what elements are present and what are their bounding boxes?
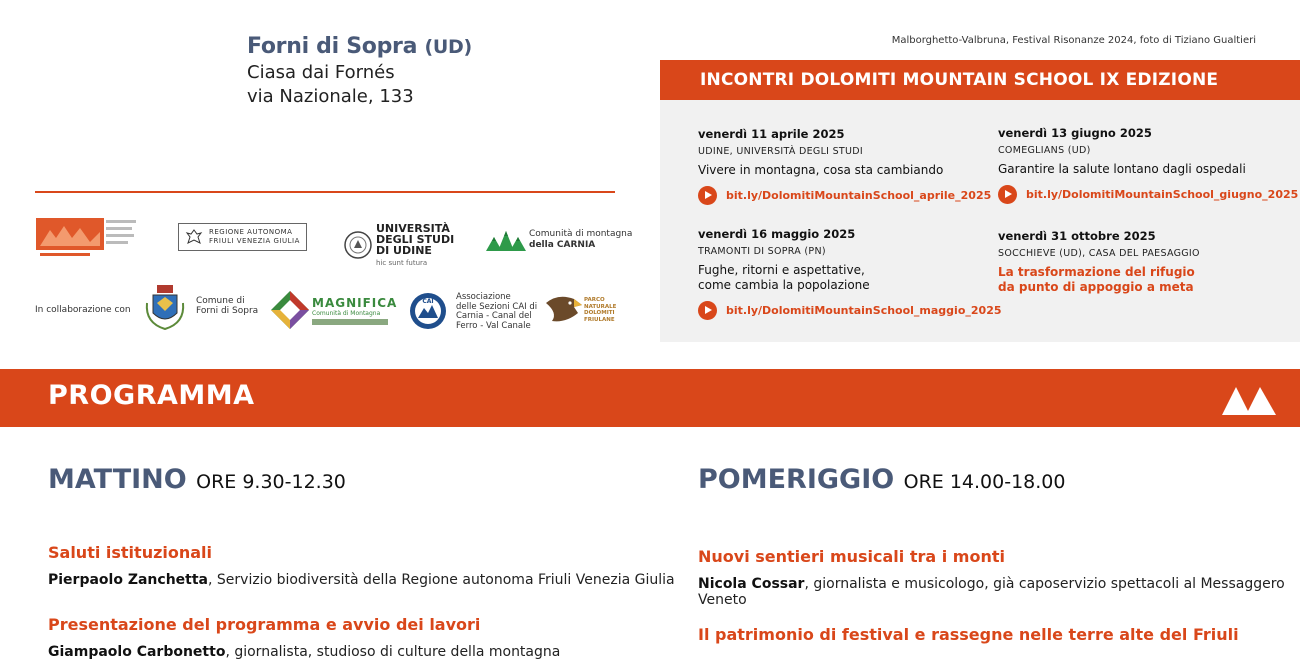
event-link[interactable]: bit.ly/DolomitiMountainSchool_maggio_2025: [698, 301, 988, 320]
event-place: TRAMONTI DI SOPRA (PN): [698, 246, 826, 257]
cai-badge-text: CAI: [422, 298, 434, 305]
mattino-hours: ORE 9.30-12.30: [196, 471, 346, 493]
comune-forni-logo: [143, 283, 187, 333]
programma-title: PROGRAMMA: [48, 380, 255, 411]
play-icon: [698, 186, 717, 205]
pomeriggio-heading: POMERIGGIO ORE 14.00-18.00: [698, 464, 1066, 495]
cai-badge-icon: [409, 292, 447, 330]
pomeriggio-hours: ORE 14.00-18.00: [903, 471, 1066, 493]
event-date: venerdì 13 giugno 2025: [998, 126, 1152, 140]
event-giugno: [998, 126, 1299, 204]
event-place: UDINE, UNIVERSITÀ DEGLI STUDI: [698, 146, 863, 157]
collab-label: In collaborazione con: [35, 305, 131, 315]
event-date: venerdì 11 aprile 2025: [698, 127, 845, 141]
item-title: Presentazione del programma e avvio dei lavori: [48, 615, 481, 634]
event-title: Fughe, ritorni e aspettative, come cambia la popolazione: [698, 263, 870, 292]
mountains-logo-icon: [1222, 384, 1278, 416]
event-link[interactable]: bit.ly/DolomitiMountainSchool_aprile_2025: [698, 186, 988, 205]
speaker-role: , Servizio biodiversità della Regione autonoma Friuli Venezia Giulia: [208, 572, 675, 588]
event-link[interactable]: bit.ly/DolomitiMountainSchool_giugno_2025: [998, 185, 1288, 204]
regione-fvg-logo: REGIONE AUTONOMA FRIULI VENEZIA GIULIA: [178, 223, 307, 251]
events-header: INCONTRI DOLOMITI MOUNTAIN SCHOOL IX EDIZIONE: [660, 60, 1300, 100]
event-title: Vivere in montagna, cosa sta cambiando: [698, 163, 944, 177]
speaker-name: Pierpaolo Zanchetta: [48, 572, 208, 588]
eagle-head-icon: [544, 293, 584, 327]
carnia-logo: Comunità di montagna della CARNIA: [486, 227, 632, 253]
event-place: SOCCHIEVE (UD), CASA DEL PAESAGGIO: [998, 248, 1200, 259]
event-aprile: [698, 127, 992, 205]
eagle-icon: [185, 228, 203, 246]
item-title: Nuovi sentieri musicali tra i monti: [698, 547, 1005, 566]
coat-of-arms-icon: [143, 283, 187, 333]
play-icon: [698, 301, 717, 320]
cai-label: Associazione delle Sezioni CAI di Carnia - Canal del Ferro - Val Canale: [456, 292, 538, 331]
mattino-heading: MATTINO ORE 9.30-12.30: [48, 464, 346, 495]
magnifica-logo: MAGNIFICA Comunità di Montagna: [270, 290, 397, 330]
event-title: La trasformazione del rifugio da punto di appoggio a meta: [998, 265, 1195, 294]
speaker-role: , giornalista e musicologo, già caposervizio spettacoli al Messaggero Veneto: [698, 576, 1285, 608]
festival-logo: [36, 218, 136, 262]
item-desc: [48, 572, 675, 588]
comune-forni-label: Comune di Forni di Sopra: [196, 296, 259, 316]
venue-town: Forni di Sopra (UD): [247, 34, 472, 59]
venue-block: [247, 34, 472, 107]
programme-item: [698, 547, 1300, 608]
speaker-name: Nicola Cossar: [698, 576, 805, 592]
pine-trees-icon: [486, 227, 526, 253]
event-date: venerdì 31 ottobre 2025: [998, 229, 1156, 243]
play-icon: [998, 185, 1017, 204]
venue-divider: [35, 191, 615, 193]
speaker-role: , giornalista, studioso di culture della montagna: [225, 644, 561, 660]
parco-dolomiti-logo: PARCO NATURALE DOLOMITI FRIULANE: [544, 293, 616, 327]
photo-credit: Malborghetto-Valbruna, Festival Risonanze 2024, foto di Tiziano Gualtieri: [891, 35, 1256, 46]
programme-item: [48, 615, 560, 660]
mountain-festival-logo-icon: [36, 218, 136, 258]
cai-logo: [409, 292, 447, 330]
item-title: Saluti istituzionali: [48, 543, 213, 562]
item-desc: [48, 644, 560, 660]
magnifica-diamond-icon: [270, 290, 310, 330]
item-desc: [698, 576, 1300, 608]
event-ottobre: [998, 229, 1288, 295]
programme-item: [48, 543, 675, 588]
event-place: COMEGLIANS (UD): [998, 145, 1091, 156]
item-title: Il patrimonio di festival e rassegne nelle terre alte del Friuli: [698, 625, 1239, 644]
event-title: Garantire la salute lontano dagli ospedali: [998, 162, 1246, 176]
event-maggio: [698, 227, 1002, 320]
universita-udine-logo: UNIVERSITÀ DEGLI STUDI DI UDINE hic sunt futura: [343, 223, 454, 267]
university-seal-icon: [343, 230, 373, 260]
venue-building: Ciasa dai Fornés: [247, 62, 395, 83]
venue-province: (UD): [424, 36, 472, 58]
programme-item: [698, 625, 1239, 644]
venue-address: via Nazionale, 133: [247, 86, 414, 107]
speaker-name: Giampaolo Carbonetto: [48, 644, 226, 660]
event-date: venerdì 16 maggio 2025: [698, 227, 856, 241]
